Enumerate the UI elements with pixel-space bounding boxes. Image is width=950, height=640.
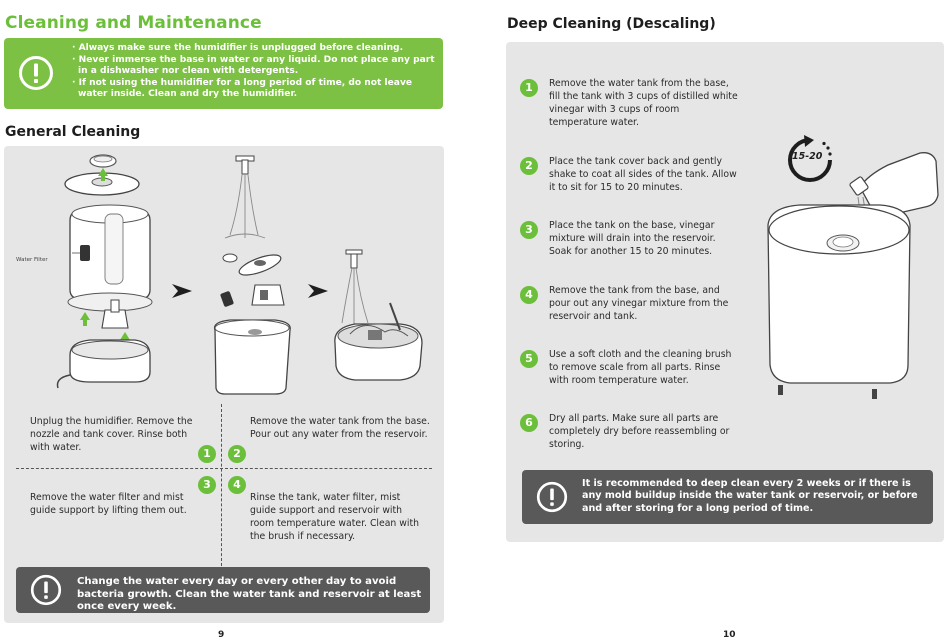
vinegar-pour-illustration <box>760 145 940 400</box>
humidifier-disassembly-illustration <box>10 150 160 390</box>
step-text: Place the tank on the base, vinegar mixture will drain into the reservoir. Soak for another 15 to 20 minutes. <box>549 220 716 257</box>
warning-item: · If not using the humidifier for a long period of time, do not leave water inside. Clean and dry the humidifier. <box>72 77 413 99</box>
notice-box <box>16 567 430 613</box>
arrow-right-icon <box>308 284 328 298</box>
rinsing-parts-illustration <box>200 150 310 395</box>
page-title-cleaning: Cleaning and Maintenance <box>5 13 262 33</box>
notice-text: Change the water every day or every other day to avoid bacteria growth. Clean the water tank and reservoir at least once every week. <box>77 576 422 612</box>
step-text-2: Remove the water tank from the base. Pour out any water from the reservoir. <box>250 416 430 440</box>
step-number: 2 <box>520 157 538 175</box>
water-filter-label: Water Filter <box>16 257 48 263</box>
step-text-4: Rinse the tank, water filter, mist guide support and reservoir with room temperature water. Clean with the brush if necessary. <box>250 492 420 542</box>
step-number: 4 <box>520 286 538 304</box>
section-title-general-cleaning: General Cleaning <box>5 124 141 140</box>
warning-list <box>70 43 443 101</box>
step-number: 3 <box>520 221 538 239</box>
page-title-deep-cleaning: Deep Cleaning (Descaling) <box>507 16 716 32</box>
step-number-3: 3 <box>198 476 216 494</box>
rinsing-base-illustration <box>330 248 430 388</box>
warning-box <box>4 38 443 109</box>
step-text: Remove the water tank from the base, fill the tank with 3 cups of distilled white vinegar with 3 cups of room temperature water. <box>549 78 738 128</box>
step-number: 5 <box>520 350 538 368</box>
page-number: 9 <box>218 630 225 640</box>
step-text-3: Remove the water filter and mist guide support by lifting them out. <box>30 492 187 516</box>
step-number-4: 4 <box>228 476 246 494</box>
exclamation-circle-icon <box>30 574 62 606</box>
deep-clean-notice-box <box>522 470 933 524</box>
step-number: 1 <box>520 79 538 97</box>
step-text: Remove the tank from the base, and pour out any vinegar mixture from the reservoir and tank. <box>549 285 729 322</box>
warning-item: · Always make sure the humidifier is unplugged before cleaning. <box>72 43 404 53</box>
vertical-divider <box>221 404 222 566</box>
warning-item: · Never immerse the base in water or any liquid. Do not place any part in a dishwasher nor clean with detergents. <box>72 54 435 76</box>
timer-label: 15-20 <box>792 151 823 162</box>
arrow-right-icon <box>172 284 192 298</box>
deep-clean-notice-text: It is recommended to deep clean every 2 weeks or if there is any mold buildup inside the water tank or reservoir, or before and after storing for a long period of time. <box>582 478 918 514</box>
step-text: Use a soft cloth and the cleaning brush to remove scale from all parts. Rinse with room temperature water. <box>549 349 732 386</box>
horizontal-divider <box>16 468 432 469</box>
step-number-2: 2 <box>228 445 246 463</box>
exclamation-circle-icon <box>18 55 54 91</box>
step-number-1: 1 <box>198 445 216 463</box>
step-text-1: Unplug the humidifier. Remove the nozzle and tank cover. Rinse both with water. <box>30 416 193 453</box>
step-number: 6 <box>520 414 538 432</box>
page-number: 10 <box>723 630 736 640</box>
exclamation-circle-icon <box>536 481 568 513</box>
step-text: Dry all parts. Make sure all parts are completely dry before reassembling or storing. <box>549 413 730 450</box>
step-text: Place the tank cover back and gently shake to coat all sides of the tank. Allow it to sit for 15 to 20 minutes. <box>549 156 737 193</box>
